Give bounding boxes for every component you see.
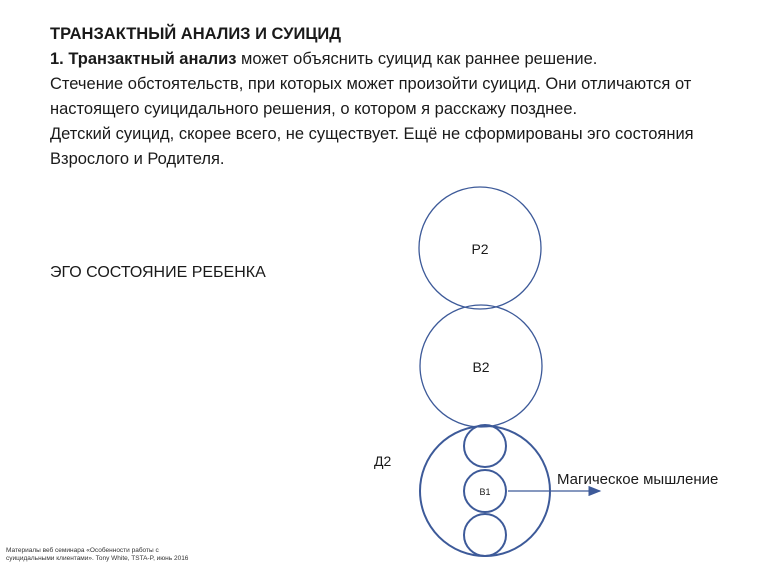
point-1-lead: 1. Транзактный анализ xyxy=(50,50,237,68)
adult-label: В2 xyxy=(472,359,490,375)
section-label: ЭГО СОСТОЯНИЕ РЕБЕНКА xyxy=(50,264,266,281)
child-label: Д2 xyxy=(374,453,392,469)
sentence-2: Стечение обстоятельств, при которых может произойти суицид. Они отличаются от настоящего суицидального решения, о котором я расскажу позднее. xyxy=(50,75,692,118)
slide-title: ТРАНЗАКТНЫЙ АНАЛИЗ И СУИЦИД xyxy=(50,25,342,43)
inner-adult-label: В1 xyxy=(479,487,491,497)
inner-child-circle xyxy=(464,514,506,556)
magic-thinking-label: Магическое мышление xyxy=(557,471,719,488)
sentence-3: Детский суицид, скорее всего, не существует. Ещё не сформированы эго состояния Взрослого и Родителя. xyxy=(50,125,694,168)
footer-line-1: Материалы веб семинара «Особенности работы с xyxy=(6,547,159,554)
footer-credit xyxy=(6,547,306,563)
parent-label: Р2 xyxy=(471,241,489,257)
footer-line-2: суицидальными клиентами». Tony White, TSTA-P, июнь 2016 xyxy=(6,555,189,562)
inner-parent-circle xyxy=(464,425,506,467)
point-1-rest: может объяснить суицид как раннее решение. xyxy=(236,50,598,68)
